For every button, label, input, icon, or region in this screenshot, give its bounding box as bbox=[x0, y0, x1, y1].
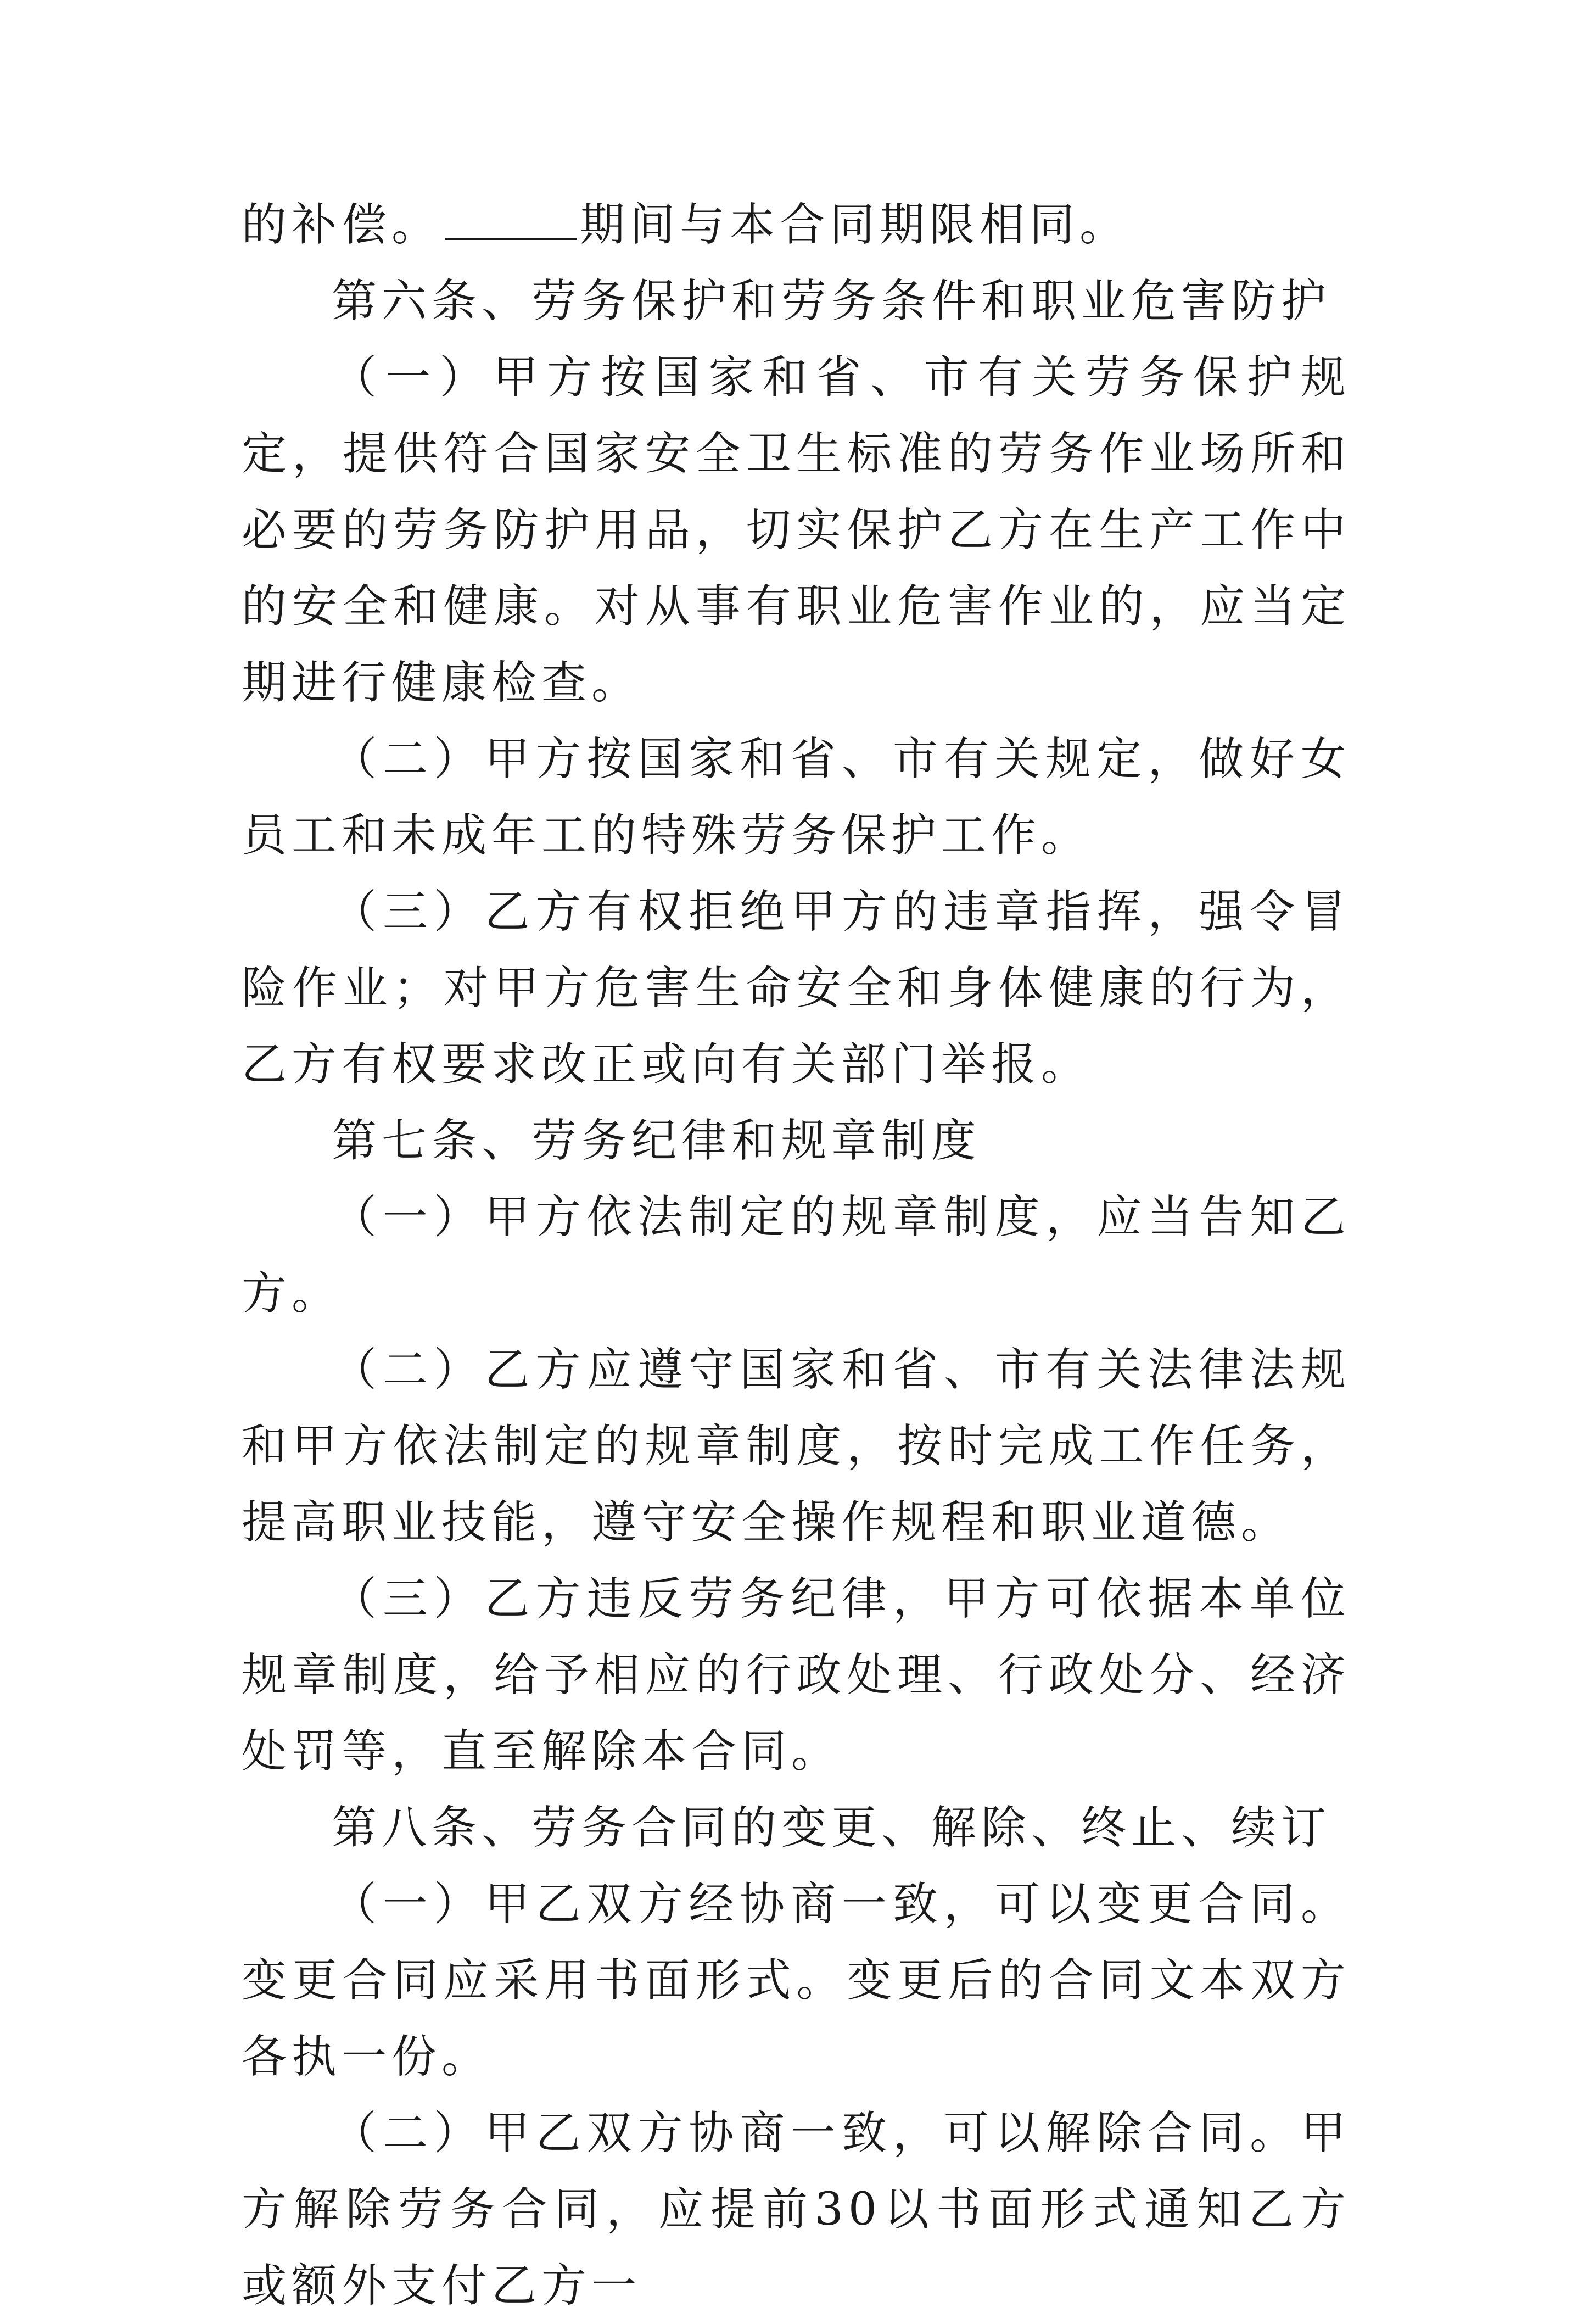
continuation-text-2: 期间与本合同期限相同。 bbox=[580, 199, 1130, 251]
article-6-clause-3: （三）乙方有权拒绝甲方的违章指挥，强令冒险作业；对甲方危害生命安全和身体健康的行为，乙方有权要求改正或向有关部门举报。 bbox=[242, 886, 1351, 1091]
article-8-clause-2: （二）甲乙双方协商一致，可以解除合同。甲方解除劳务合同，应提前30以书面形式通知乙方或额外支付乙方一 bbox=[242, 2107, 1351, 2312]
document-page bbox=[242, 187, 1351, 2324]
continuation-line bbox=[242, 187, 1351, 263]
article-6-clause-2: （二）甲方按国家和省、市有关规定，做好女员工和未成年工的特殊劳务保护工作。 bbox=[242, 733, 1351, 862]
article-7-clause-1: （一）甲方依法制定的规章制度，应当告知乙方。 bbox=[242, 1191, 1351, 1320]
fill-in-blank bbox=[445, 199, 577, 240]
article-8-clause-1: （一）甲乙双方经协商一致，可以变更合同。变更合同应采用书面形式。变更后的合同文本双方各执一份。 bbox=[242, 1878, 1351, 2083]
article-6-clause-1: （一）甲方按国家和省、市有关劳务保护规定，提供符合国家安全卫生标准的劳务作业场所和必要的劳务防护用品，切实保护乙方在生产工作中的安全和健康。对从事有职业危害作业的，应当定期进行健康检查。 bbox=[242, 351, 1351, 709]
article-6-title: 第六条、劳务保护和劳务条件和职业危害防护 bbox=[332, 275, 1331, 327]
article-7-clause-3: （三）乙方违反劳务纪律，甲方可依据本单位规章制度，给予相应的行政处理、行政处分、经济处罚等，直至解除本合同。 bbox=[242, 1573, 1351, 1778]
article-7-clause-2: （二）乙方应遵守国家和省、市有关法律法规和甲方依法制定的规章制度，按时完成工作任务，提高职业技能，遵守安全操作规程和职业道德。 bbox=[242, 1344, 1351, 1549]
continuation-text-1: 的补偿。 bbox=[242, 199, 442, 251]
article-8-title: 第八条、劳务合同的变更、解除、终止、续订 bbox=[332, 1802, 1331, 1854]
article-7-title: 第七条、劳务纪律和规章制度 bbox=[332, 1115, 982, 1167]
